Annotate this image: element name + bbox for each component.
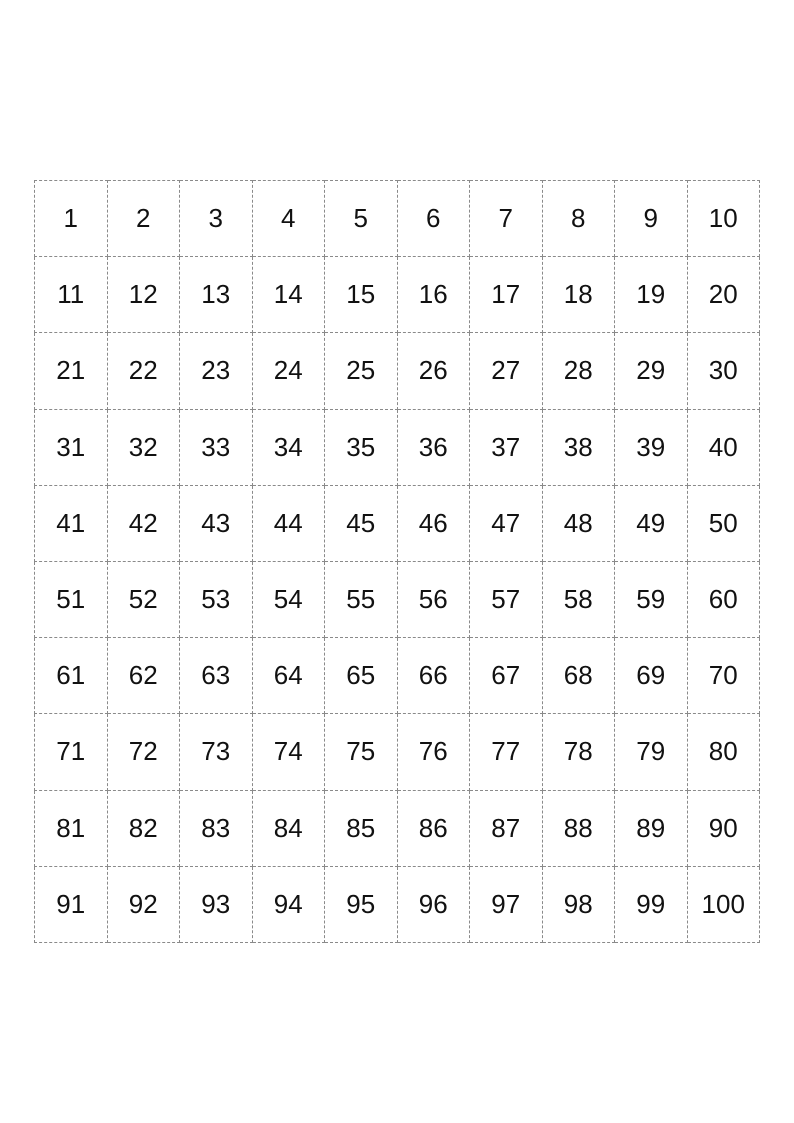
grid-row (35, 181, 760, 257)
grid-row (35, 561, 760, 637)
number-cell: 35 (325, 409, 398, 485)
number-cell: 22 (107, 333, 180, 409)
number-cell: 56 (397, 561, 470, 637)
grid-row (35, 257, 760, 333)
number-cell: 16 (397, 257, 470, 333)
number-cell: 43 (180, 485, 253, 561)
number-cell: 92 (107, 866, 180, 942)
number-cell: 86 (397, 790, 470, 866)
number-cell: 67 (470, 638, 543, 714)
number-cell: 36 (397, 409, 470, 485)
number-cell: 33 (180, 409, 253, 485)
number-cell: 25 (325, 333, 398, 409)
grid-row (35, 714, 760, 790)
number-cell: 30 (687, 333, 760, 409)
number-cell: 48 (542, 485, 615, 561)
number-cell: 49 (615, 485, 688, 561)
number-cell: 27 (470, 333, 543, 409)
number-cell: 37 (470, 409, 543, 485)
number-cell: 100 (687, 866, 760, 942)
number-cell: 20 (687, 257, 760, 333)
grid-row (35, 333, 760, 409)
grid-row (35, 409, 760, 485)
number-cell: 4 (252, 181, 325, 257)
number-cell: 83 (180, 790, 253, 866)
number-cell: 52 (107, 561, 180, 637)
number-cell: 55 (325, 561, 398, 637)
number-cell: 9 (615, 181, 688, 257)
number-cell: 21 (35, 333, 108, 409)
number-cell: 40 (687, 409, 760, 485)
number-cell: 71 (35, 714, 108, 790)
number-cell: 19 (615, 257, 688, 333)
number-cell: 54 (252, 561, 325, 637)
number-cell: 47 (470, 485, 543, 561)
number-cell: 7 (470, 181, 543, 257)
number-cell: 3 (180, 181, 253, 257)
number-cell: 24 (252, 333, 325, 409)
number-cell: 84 (252, 790, 325, 866)
number-cell: 63 (180, 638, 253, 714)
number-cell: 6 (397, 181, 470, 257)
number-cell: 1 (35, 181, 108, 257)
grid-row (35, 866, 760, 942)
number-cell: 98 (542, 866, 615, 942)
number-cell: 60 (687, 561, 760, 637)
number-cell: 15 (325, 257, 398, 333)
number-cell: 81 (35, 790, 108, 866)
number-cell: 28 (542, 333, 615, 409)
number-cell: 65 (325, 638, 398, 714)
number-cell: 31 (35, 409, 108, 485)
number-cell: 57 (470, 561, 543, 637)
number-cell: 66 (397, 638, 470, 714)
number-cell: 64 (252, 638, 325, 714)
number-cell: 13 (180, 257, 253, 333)
number-cell: 23 (180, 333, 253, 409)
number-cell: 5 (325, 181, 398, 257)
number-cell: 87 (470, 790, 543, 866)
number-cell: 18 (542, 257, 615, 333)
grid-row (35, 638, 760, 714)
number-cell: 73 (180, 714, 253, 790)
number-cell: 39 (615, 409, 688, 485)
number-cell: 51 (35, 561, 108, 637)
number-cell: 38 (542, 409, 615, 485)
hundred-chart-body (35, 181, 760, 943)
number-cell: 2 (107, 181, 180, 257)
number-cell: 96 (397, 866, 470, 942)
number-cell: 34 (252, 409, 325, 485)
number-cell: 91 (35, 866, 108, 942)
number-cell: 75 (325, 714, 398, 790)
number-cell: 50 (687, 485, 760, 561)
number-cell: 68 (542, 638, 615, 714)
hundred-chart-table (34, 180, 760, 943)
number-cell: 82 (107, 790, 180, 866)
number-cell: 61 (35, 638, 108, 714)
number-cell: 85 (325, 790, 398, 866)
number-cell: 26 (397, 333, 470, 409)
number-cell: 11 (35, 257, 108, 333)
number-cell: 97 (470, 866, 543, 942)
number-cell: 59 (615, 561, 688, 637)
number-cell: 44 (252, 485, 325, 561)
number-cell: 32 (107, 409, 180, 485)
number-cell: 72 (107, 714, 180, 790)
number-cell: 93 (180, 866, 253, 942)
number-cell: 41 (35, 485, 108, 561)
number-cell: 89 (615, 790, 688, 866)
grid-row (35, 485, 760, 561)
number-cell: 76 (397, 714, 470, 790)
number-cell: 79 (615, 714, 688, 790)
number-cell: 45 (325, 485, 398, 561)
number-cell: 29 (615, 333, 688, 409)
number-cell: 78 (542, 714, 615, 790)
number-cell: 58 (542, 561, 615, 637)
number-cell: 12 (107, 257, 180, 333)
number-cell: 70 (687, 638, 760, 714)
number-cell: 99 (615, 866, 688, 942)
number-cell: 8 (542, 181, 615, 257)
number-cell: 42 (107, 485, 180, 561)
grid-row (35, 790, 760, 866)
number-cell: 46 (397, 485, 470, 561)
number-cell: 88 (542, 790, 615, 866)
number-cell: 95 (325, 866, 398, 942)
number-cell: 10 (687, 181, 760, 257)
number-cell: 94 (252, 866, 325, 942)
number-cell: 90 (687, 790, 760, 866)
number-cell: 62 (107, 638, 180, 714)
number-cell: 80 (687, 714, 760, 790)
number-cell: 74 (252, 714, 325, 790)
number-cell: 53 (180, 561, 253, 637)
number-cell: 14 (252, 257, 325, 333)
number-cell: 17 (470, 257, 543, 333)
number-cell: 77 (470, 714, 543, 790)
number-cell: 69 (615, 638, 688, 714)
